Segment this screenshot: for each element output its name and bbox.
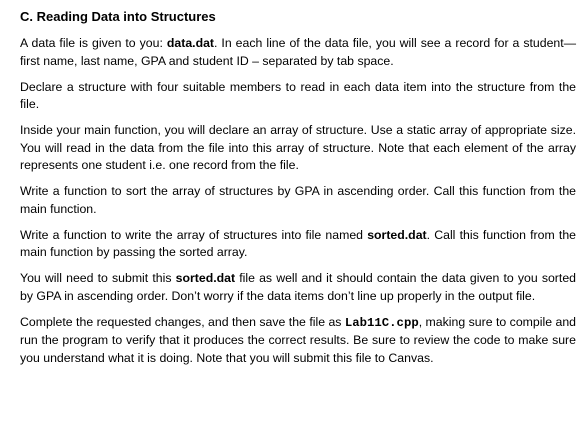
paragraph-text: Write a function to write the array of structures into file named — [20, 227, 368, 242]
paragraph-sort-function — [20, 183, 576, 218]
paragraph-text: Complete the requested changes, and then save the file as — [20, 314, 345, 329]
paragraph-text: Inside your main function, you will declare an array of structure. Use a static array of appropriate size. You will read in the data from the file into this array of structure. Note that each element of the array represents one student i.e. one record from the file. — [20, 123, 576, 172]
filename-data-dat: data.dat — [166, 36, 215, 50]
paragraph-text: You will need to submit this — [20, 271, 176, 285]
paragraph-text: , making sure to compile and run the program to verify that it produces the correct results. Be sure to review the code to make sure you understand what it is doing. Note that you will submit this file to Canvas. — [20, 314, 576, 365]
paragraph-text: file as well and it should contain the data given to you sorted by GPA in ascending order. Don’t worry if the data items don’t line up properly in the output file. — [20, 271, 576, 303]
paragraph-data-file — [20, 35, 576, 70]
paragraph-write-function — [20, 227, 576, 262]
filename-lab11c-cpp: Lab11C.cpp — [344, 315, 419, 330]
paragraph-text: . Call this function from the main function by passing the sorted array. — [20, 227, 577, 259]
document-page — [20, 8, 576, 376]
filename-sorted-dat: sorted.dat — [367, 227, 427, 242]
paragraph-text: Declare a structure with four suitable members to read in each data item into the structure from the file. — [20, 79, 576, 111]
paragraph-text: Write a function to sort the array of structures by GPA in ascending order. Call this function from the main function. — [20, 184, 576, 216]
paragraph-text: A data file is given to you: — [20, 36, 167, 50]
paragraph-main-function — [20, 122, 576, 175]
paragraph-declare-structure — [20, 79, 576, 114]
filename-sorted-dat: sorted.dat — [175, 271, 236, 285]
paragraph-submit-sorted — [20, 270, 576, 305]
paragraph-text: . In each line of the data file, you will see a record for a student—first name, last name, GPA and student ID – separated by tab space. — [20, 36, 576, 68]
paragraph-complete-changes — [20, 314, 576, 368]
section-heading: C. Reading Data into Structures — [20, 9, 216, 24]
